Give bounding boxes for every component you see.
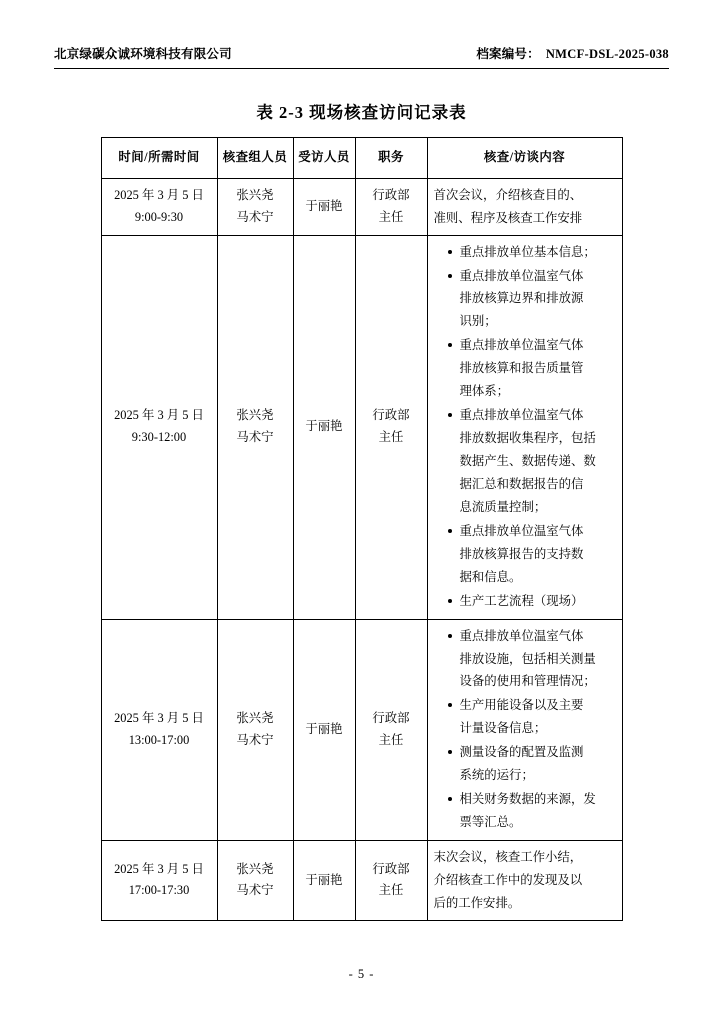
cell-time-line: 17:00-17:30 [128, 883, 190, 898]
cell-role [355, 235, 427, 619]
content-bullet-item [448, 520, 616, 589]
content-bullet-line: 排放核算和报告质量管 [459, 361, 584, 376]
cell-role [355, 619, 427, 840]
content-bullet-line: 重点排放单位温室气体 [459, 338, 584, 353]
cell-role-line: 行政部 [372, 861, 410, 876]
cell-interviewee-line: 于丽艳 [305, 872, 343, 887]
cell-interviewee [293, 178, 355, 235]
content-paragraph [434, 184, 616, 230]
cell-time-line: 13:00-17:00 [128, 732, 190, 747]
cell-content [427, 841, 622, 921]
content-bullet-line: 重点排放单位温室气体 [459, 408, 584, 423]
content-paragraph-line: 后的工作安排。 [433, 895, 521, 910]
table-row [101, 178, 622, 235]
cell-role-line: 主任 [378, 209, 404, 224]
table-body [101, 178, 622, 920]
content-paragraph-line: 准则、程序及核查工作安排 [433, 210, 583, 225]
cell-time-line: 2025 年 3 月 5 日 [114, 187, 204, 202]
content-bullet-list [434, 625, 616, 834]
content-bullet-line: 设备的使用和管理情况； [459, 674, 596, 689]
content-bullet-line: 重点排放单位温室气体 [459, 628, 584, 643]
table-row [101, 619, 622, 840]
content-paragraph-line: 首次会议，介绍核查目的、 [433, 187, 583, 202]
table-header [101, 138, 622, 179]
column-header-time: 时间/所需时间 [101, 138, 217, 179]
cell-time-line: 2025 年 3 月 5 日 [114, 408, 204, 423]
cell-content [427, 235, 622, 619]
table-row [101, 841, 622, 921]
content-bullet-line: 识别； [459, 314, 497, 329]
content-bullet-item [448, 404, 616, 519]
cell-team [217, 619, 293, 840]
cell-time [101, 841, 217, 921]
cell-interviewee-line: 于丽艳 [305, 419, 343, 434]
cell-team [217, 235, 293, 619]
cell-role-line: 行政部 [372, 711, 410, 726]
cell-time-line: 2025 年 3 月 5 日 [114, 861, 204, 876]
cell-content [427, 178, 622, 235]
cell-role-line: 主任 [378, 883, 404, 898]
content-paragraph-line: 介绍核查工作中的发现及以 [433, 872, 583, 887]
content-bullet-line: 息流质量控制； [459, 499, 547, 514]
cell-interviewee [293, 619, 355, 840]
cell-role-line: 行政部 [372, 187, 410, 202]
cell-role [355, 841, 427, 921]
column-header-team: 核查组人员 [217, 138, 293, 179]
table-row [101, 235, 622, 619]
archive-number-value: NMCF-DSL-2025-038 [545, 47, 669, 61]
cell-time-line: 9:00-9:30 [134, 209, 184, 224]
cell-interviewee [293, 841, 355, 921]
content-bullet-item [448, 625, 616, 694]
cell-time [101, 235, 217, 619]
content-bullet-line: 排放核算边界和排放源 [459, 291, 584, 306]
archive-number [476, 44, 669, 62]
content-bullet-line: 排放设施，包括相关测量 [459, 651, 596, 666]
content-bullet-item [448, 241, 616, 264]
content-bullet-line: 据和信息。 [459, 569, 522, 584]
cell-interviewee [293, 235, 355, 619]
content-bullet-line: 排放数据收集程序，包括 [459, 431, 596, 446]
content-bullet-line: 相关财务数据的来源，发 [459, 792, 596, 807]
content-bullet-item [448, 334, 616, 403]
column-header-interviewee: 受访人员 [293, 138, 355, 179]
cell-interviewee-line: 于丽艳 [305, 198, 343, 213]
cell-team-line: 张兴尧 [236, 187, 274, 202]
cell-team-line: 张兴尧 [236, 711, 274, 726]
content-paragraph [434, 846, 616, 915]
cell-team-line: 马术宁 [236, 883, 274, 898]
cell-time [101, 619, 217, 840]
content-bullet-line: 重点排放单位温室气体 [459, 268, 584, 283]
content-bullet-line: 系统的运行； [459, 768, 534, 783]
content-bullet-line: 票等汇总。 [459, 815, 522, 830]
content-bullet-line: 数据产生、数据传递、数 [459, 454, 596, 469]
table-header-row [101, 138, 622, 179]
cell-time [101, 178, 217, 235]
content-bullet-line: 计量设备信息； [459, 721, 547, 736]
cell-content [427, 619, 622, 840]
content-bullet-line: 测量设备的配置及监测 [459, 745, 584, 760]
page-title: 表 2-3 现场核查访问记录表 [256, 103, 467, 122]
content-bullet-item [448, 741, 616, 787]
content-bullet-item [448, 788, 616, 834]
cell-interviewee-line: 于丽艳 [305, 721, 343, 736]
page-header [52, 44, 671, 66]
cell-role-line: 行政部 [372, 408, 410, 423]
content-bullet-line: 重点排放单位基本信息； [459, 244, 596, 259]
interview-record-table [101, 137, 623, 921]
archive-number-label: 档案编号： [476, 47, 540, 61]
cell-role-line: 主任 [378, 732, 404, 747]
content-bullet-item [448, 694, 616, 740]
cell-team [217, 178, 293, 235]
content-bullet-line: 理体系； [459, 384, 510, 399]
column-header-content: 核查/访谈内容 [427, 138, 622, 179]
cell-team-line: 张兴尧 [236, 861, 274, 876]
page-footer: - 5 - [348, 967, 375, 981]
cell-team-line: 马术宁 [236, 732, 274, 747]
cell-team-line: 马术宁 [236, 209, 274, 224]
cell-role [355, 178, 427, 235]
content-paragraph-line: 末次会议，核查工作小结， [433, 850, 583, 865]
content-bullet-line: 排放核算报告的支持数 [459, 546, 584, 561]
content-bullet-line: 生产工艺流程（现场） [459, 593, 584, 608]
content-bullet-item [448, 590, 616, 613]
cell-team-line: 马术宁 [236, 430, 274, 445]
cell-role-line: 主任 [378, 430, 404, 445]
column-header-role: 职务 [355, 138, 427, 179]
cell-team [217, 841, 293, 921]
content-bullet-list [434, 241, 616, 613]
company-name: 北京绿碳众诚环境科技有限公司 [54, 47, 232, 61]
content-bullet-line: 据汇总和数据报告的信 [459, 476, 584, 491]
header-divider [54, 68, 669, 69]
cell-team-line: 张兴尧 [236, 408, 274, 423]
content-bullet-line: 生产用能设备以及主要 [459, 698, 584, 713]
cell-time-line: 9:30-12:00 [131, 430, 187, 445]
content-bullet-line: 重点排放单位温室气体 [459, 523, 584, 538]
cell-time-line: 2025 年 3 月 5 日 [114, 711, 204, 726]
content-bullet-item [448, 265, 616, 334]
